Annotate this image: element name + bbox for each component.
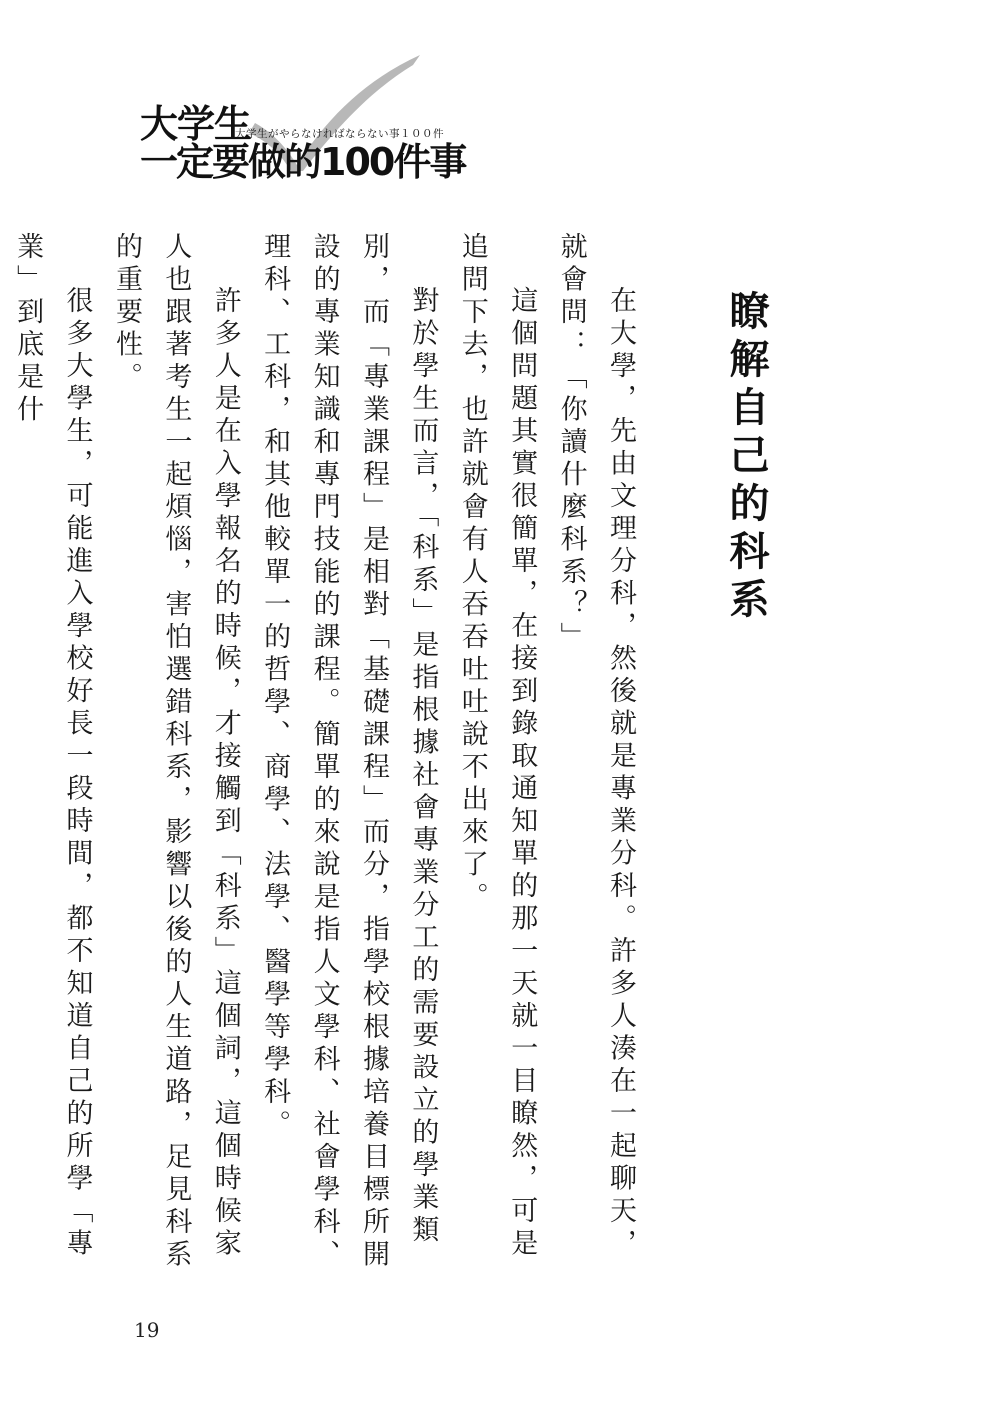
paragraph: 這個問題其實很簡單，在接到錄取通知單的那一天就一目瞭然，可是追問下去，也許就會有人吞吞吐吐說不出來了。	[456, 232, 538, 1261]
body-text	[12, 232, 645, 1277]
paragraph: 很多大學生，可能進入學校好長一段時間，都不知道自己的所學「專業」到底是什	[12, 232, 93, 1261]
logo-title-line2: 一定要做的100件事	[140, 140, 466, 184]
logo-subtitle: 大学生がやらなければならない事１００件	[235, 128, 444, 140]
paragraph: 許多人是在入學報名的時候，才接觸到「科系」這個詞，這個時候家人也跟著考生一起煩惱，害怕選錯科系，影響以後的人生道路，足見科系的重要性。	[110, 232, 241, 1272]
paragraph: 對於學生而言，「科系」是指根據社會專業分工的需要設立的學業類別，而「專業課程」是相對「基礎課程」而分，指學校根據培養目標所開設的專業知識和專門技能的課程。簡單的來說是指人文學科、社會學科、理科、工科，和其他較單一的哲學、商學、法學、醫學等學科。	[259, 232, 439, 1272]
paragraph: 在大學，先由文理分科，然後就是專業分科。許多人湊在一起聊天，就會問：「你讀什麼科系？」	[555, 232, 636, 1261]
chapter-title: 瞭解自己的科系	[723, 290, 770, 626]
logo-title-line1: 大学生	[140, 102, 252, 146]
book-logo	[140, 55, 480, 195]
page-number: 19	[134, 1318, 160, 1342]
